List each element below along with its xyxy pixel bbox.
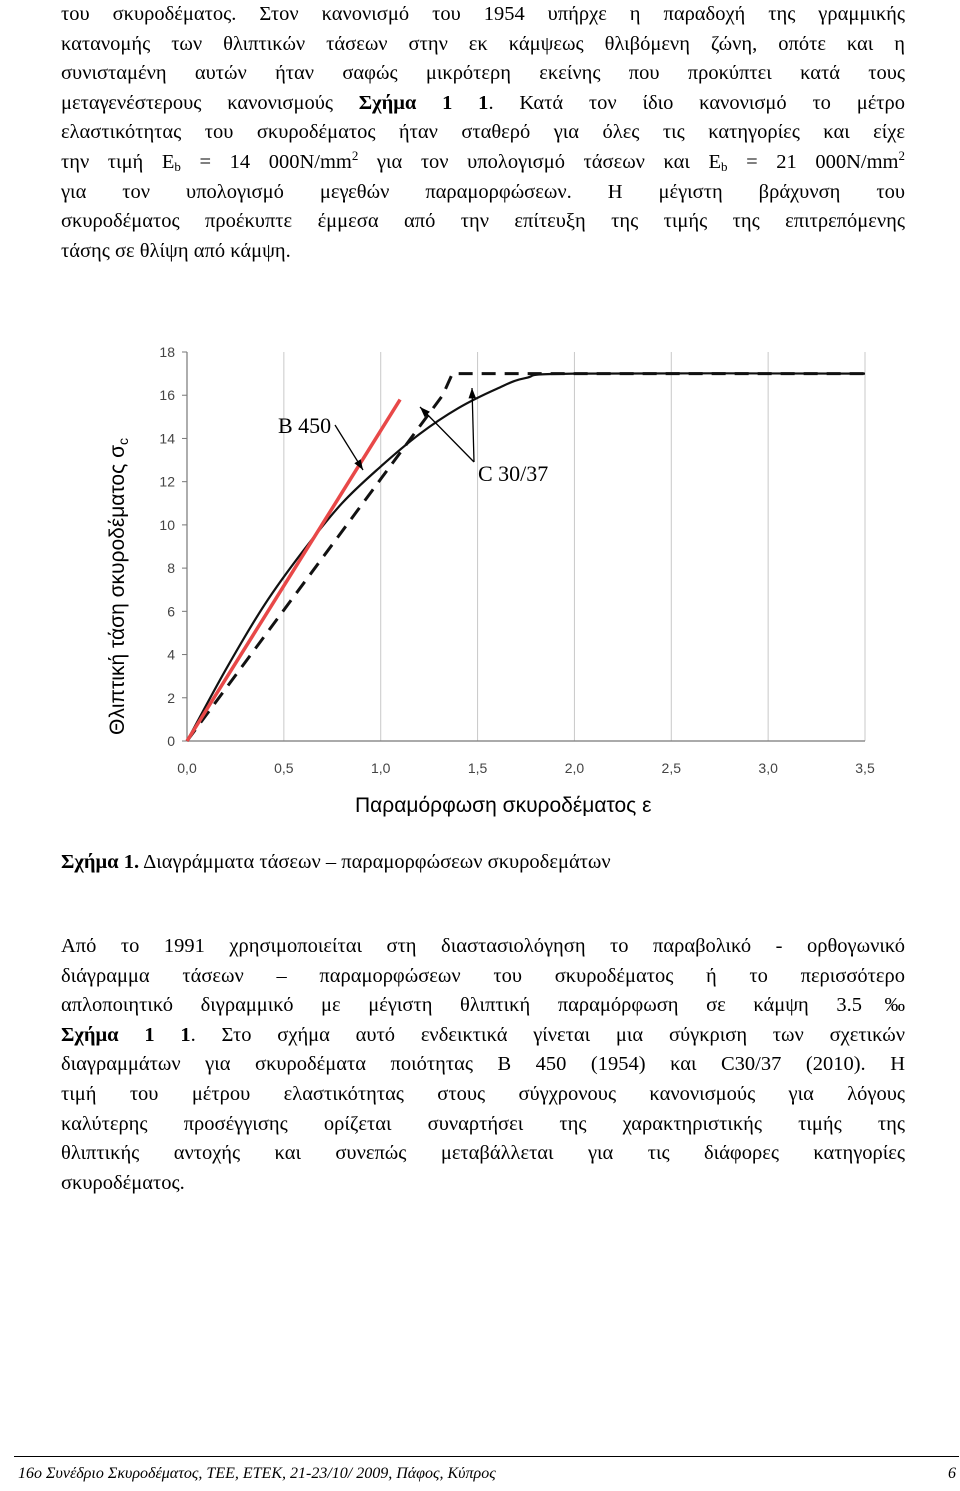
text-line: σκυροδέματος. xyxy=(61,1171,185,1194)
annotation-arrows xyxy=(335,388,476,470)
y-tick-label: 10 xyxy=(159,516,175,533)
text-line: συνισταμένη αυτών ήταν σαφώς μικρότερη εκείνης που προκύπτει κατά τους xyxy=(61,62,905,85)
arrow-c3037-to-curve-head xyxy=(469,388,477,398)
text-fragment: = 21 000N/mm xyxy=(727,150,899,173)
y-tick-labels xyxy=(159,344,187,749)
figure-reference-number: 1 xyxy=(452,91,489,114)
figure-reference: Σχήμα 1 xyxy=(358,91,453,114)
annotation-b450: B 450 xyxy=(278,413,332,438)
series-red-solid xyxy=(187,400,400,741)
figure-reference-number: 1 xyxy=(154,1023,191,1046)
y-tick-label: 12 xyxy=(159,473,175,490)
x-tick-label: 0,0 xyxy=(177,760,197,776)
x-tick-label: 3,0 xyxy=(758,760,778,776)
x-tick-label: 3,5 xyxy=(855,760,875,776)
chart-axes xyxy=(187,352,865,741)
subscript: b xyxy=(174,158,181,174)
caption-text: Διαγράμματα τάσεων – παραμορφώσεων σκυροδεμάτων xyxy=(139,851,611,873)
x-tick-label: 2,5 xyxy=(661,760,682,776)
y-tick-label: 8 xyxy=(167,560,175,577)
x-tick-label: 1,0 xyxy=(370,760,391,776)
text-fragment: μεταγενέστερους κανονισμούς xyxy=(61,91,333,114)
figure-reference: Σχήμα 1 xyxy=(61,1023,155,1046)
stress-strain-chart xyxy=(0,330,960,830)
footer-divider xyxy=(14,1456,959,1457)
subscript: b xyxy=(721,158,728,174)
text-line: καλύτερης προσέγγισης ορίζεται συναρτήσει της χαρακτηριστικής τιμής της xyxy=(61,1112,905,1135)
caption-label: Σχήμα 1. xyxy=(61,851,140,873)
text-line xyxy=(61,148,905,178)
text-fragment: . Στο σχήμα αυτό ενδεικτικά γίνεται μια σύγκριση των σχετικών xyxy=(190,1023,905,1046)
text-line: απλοποιητικό διγραμμικό με μέγιστη θλιπτική παραμόρφωση σε κάμψη 3.5‰ xyxy=(61,994,905,1017)
chart-grid xyxy=(284,352,865,741)
body-paragraph xyxy=(61,932,905,1198)
text-line: Από το 1991 χρησιμοποιείται στη διαστασιολόγηση το παραβολικό - ορθογωνικό xyxy=(61,935,905,957)
text-fragment: για τον υπολογισμό τάσεων και E xyxy=(358,150,722,173)
x-tick-label: 0,5 xyxy=(274,760,294,776)
text-line: του σκυροδέματος. Στον κανονισμό του 1954 υπήρχε η παραδοχή της γραμμικής xyxy=(61,3,905,25)
y-tick-label: 16 xyxy=(159,387,175,404)
text-line: διάγραμμα τάσεων – παραμορφώσεων του σκυροδέματος ή το περισσότερο xyxy=(61,964,905,987)
text-line: κατανομής των θλιπτικών τάσεων στην εκ κάμψεως θλιβόμενη ζώνη, οπότε και η xyxy=(61,32,905,55)
text-line xyxy=(61,89,905,119)
y-tick-label: 6 xyxy=(167,603,175,620)
footer-conference: 16ο Συνέδριο Σκυροδέματος, ΤΕΕ, ΕΤΕΚ, 21-23/10/ 2009, Πάφος, Κύπρος xyxy=(18,1465,496,1482)
intro-paragraph xyxy=(61,0,905,266)
x-tick-label: 2,0 xyxy=(564,760,585,776)
y-tick-label: 0 xyxy=(167,733,175,749)
x-tick-label: 1,5 xyxy=(467,760,488,776)
y-tick-label: 2 xyxy=(167,689,175,706)
text-line: σκυροδέματος προέκυπτε έμμεσα από την επίτευξη της τιμής της επιτρεπόμενης xyxy=(61,210,905,233)
text-line xyxy=(61,1021,905,1051)
y-tick-label: 18 xyxy=(159,344,175,360)
text-fragment: . Κατά τον ίδιο κανονισμό το μέτρο xyxy=(488,91,906,114)
text-line: διαγραμμάτων για σκυροδέματα ποιότητας B 450 (1954) και C30/37 (2010). Η xyxy=(61,1053,905,1076)
text-fragment: την τιμή E xyxy=(61,150,175,173)
text-line: τιμή του μέτρου ελαστικότητας στους σύγχρονους κανονισμούς για λόγους xyxy=(61,1082,905,1105)
figure-caption xyxy=(61,848,611,876)
x-tick-labels xyxy=(177,760,875,776)
text-line: θλιπτικής αντοχής και συνεπώς μεταβάλλεται για τις διάφορες κατηγορίες xyxy=(61,1142,905,1165)
text-line: για τον υπολογισμό μεγεθών παραμορφώσεων. Η μέγιστη βράχυνση του xyxy=(61,180,905,203)
y-tick-label: 14 xyxy=(159,430,175,447)
page-number: 6 xyxy=(948,1465,956,1482)
annotation-c3037: C 30/37 xyxy=(478,461,549,486)
y-axis-title-main: Θλιπτική τάση σκυροδέματος σ xyxy=(106,444,129,735)
x-axis-title: Παραμόρφωση σκυροδέματος ε xyxy=(355,794,652,817)
superscript: 2 xyxy=(351,147,359,163)
text-line: ελαστικότητας του σκυροδέματος ήταν σταθερό για όλες τις κατηγορίες και είχε xyxy=(61,121,905,144)
y-tick-label: 4 xyxy=(167,646,175,663)
text-fragment: = 14 000N/mm xyxy=(180,150,352,173)
y-axis-title-sub: c xyxy=(115,437,131,445)
text-line: τάσης σε θλίψη από κάμψη. xyxy=(61,239,291,262)
y-axis-title xyxy=(106,438,131,735)
superscript: 2 xyxy=(898,147,905,163)
